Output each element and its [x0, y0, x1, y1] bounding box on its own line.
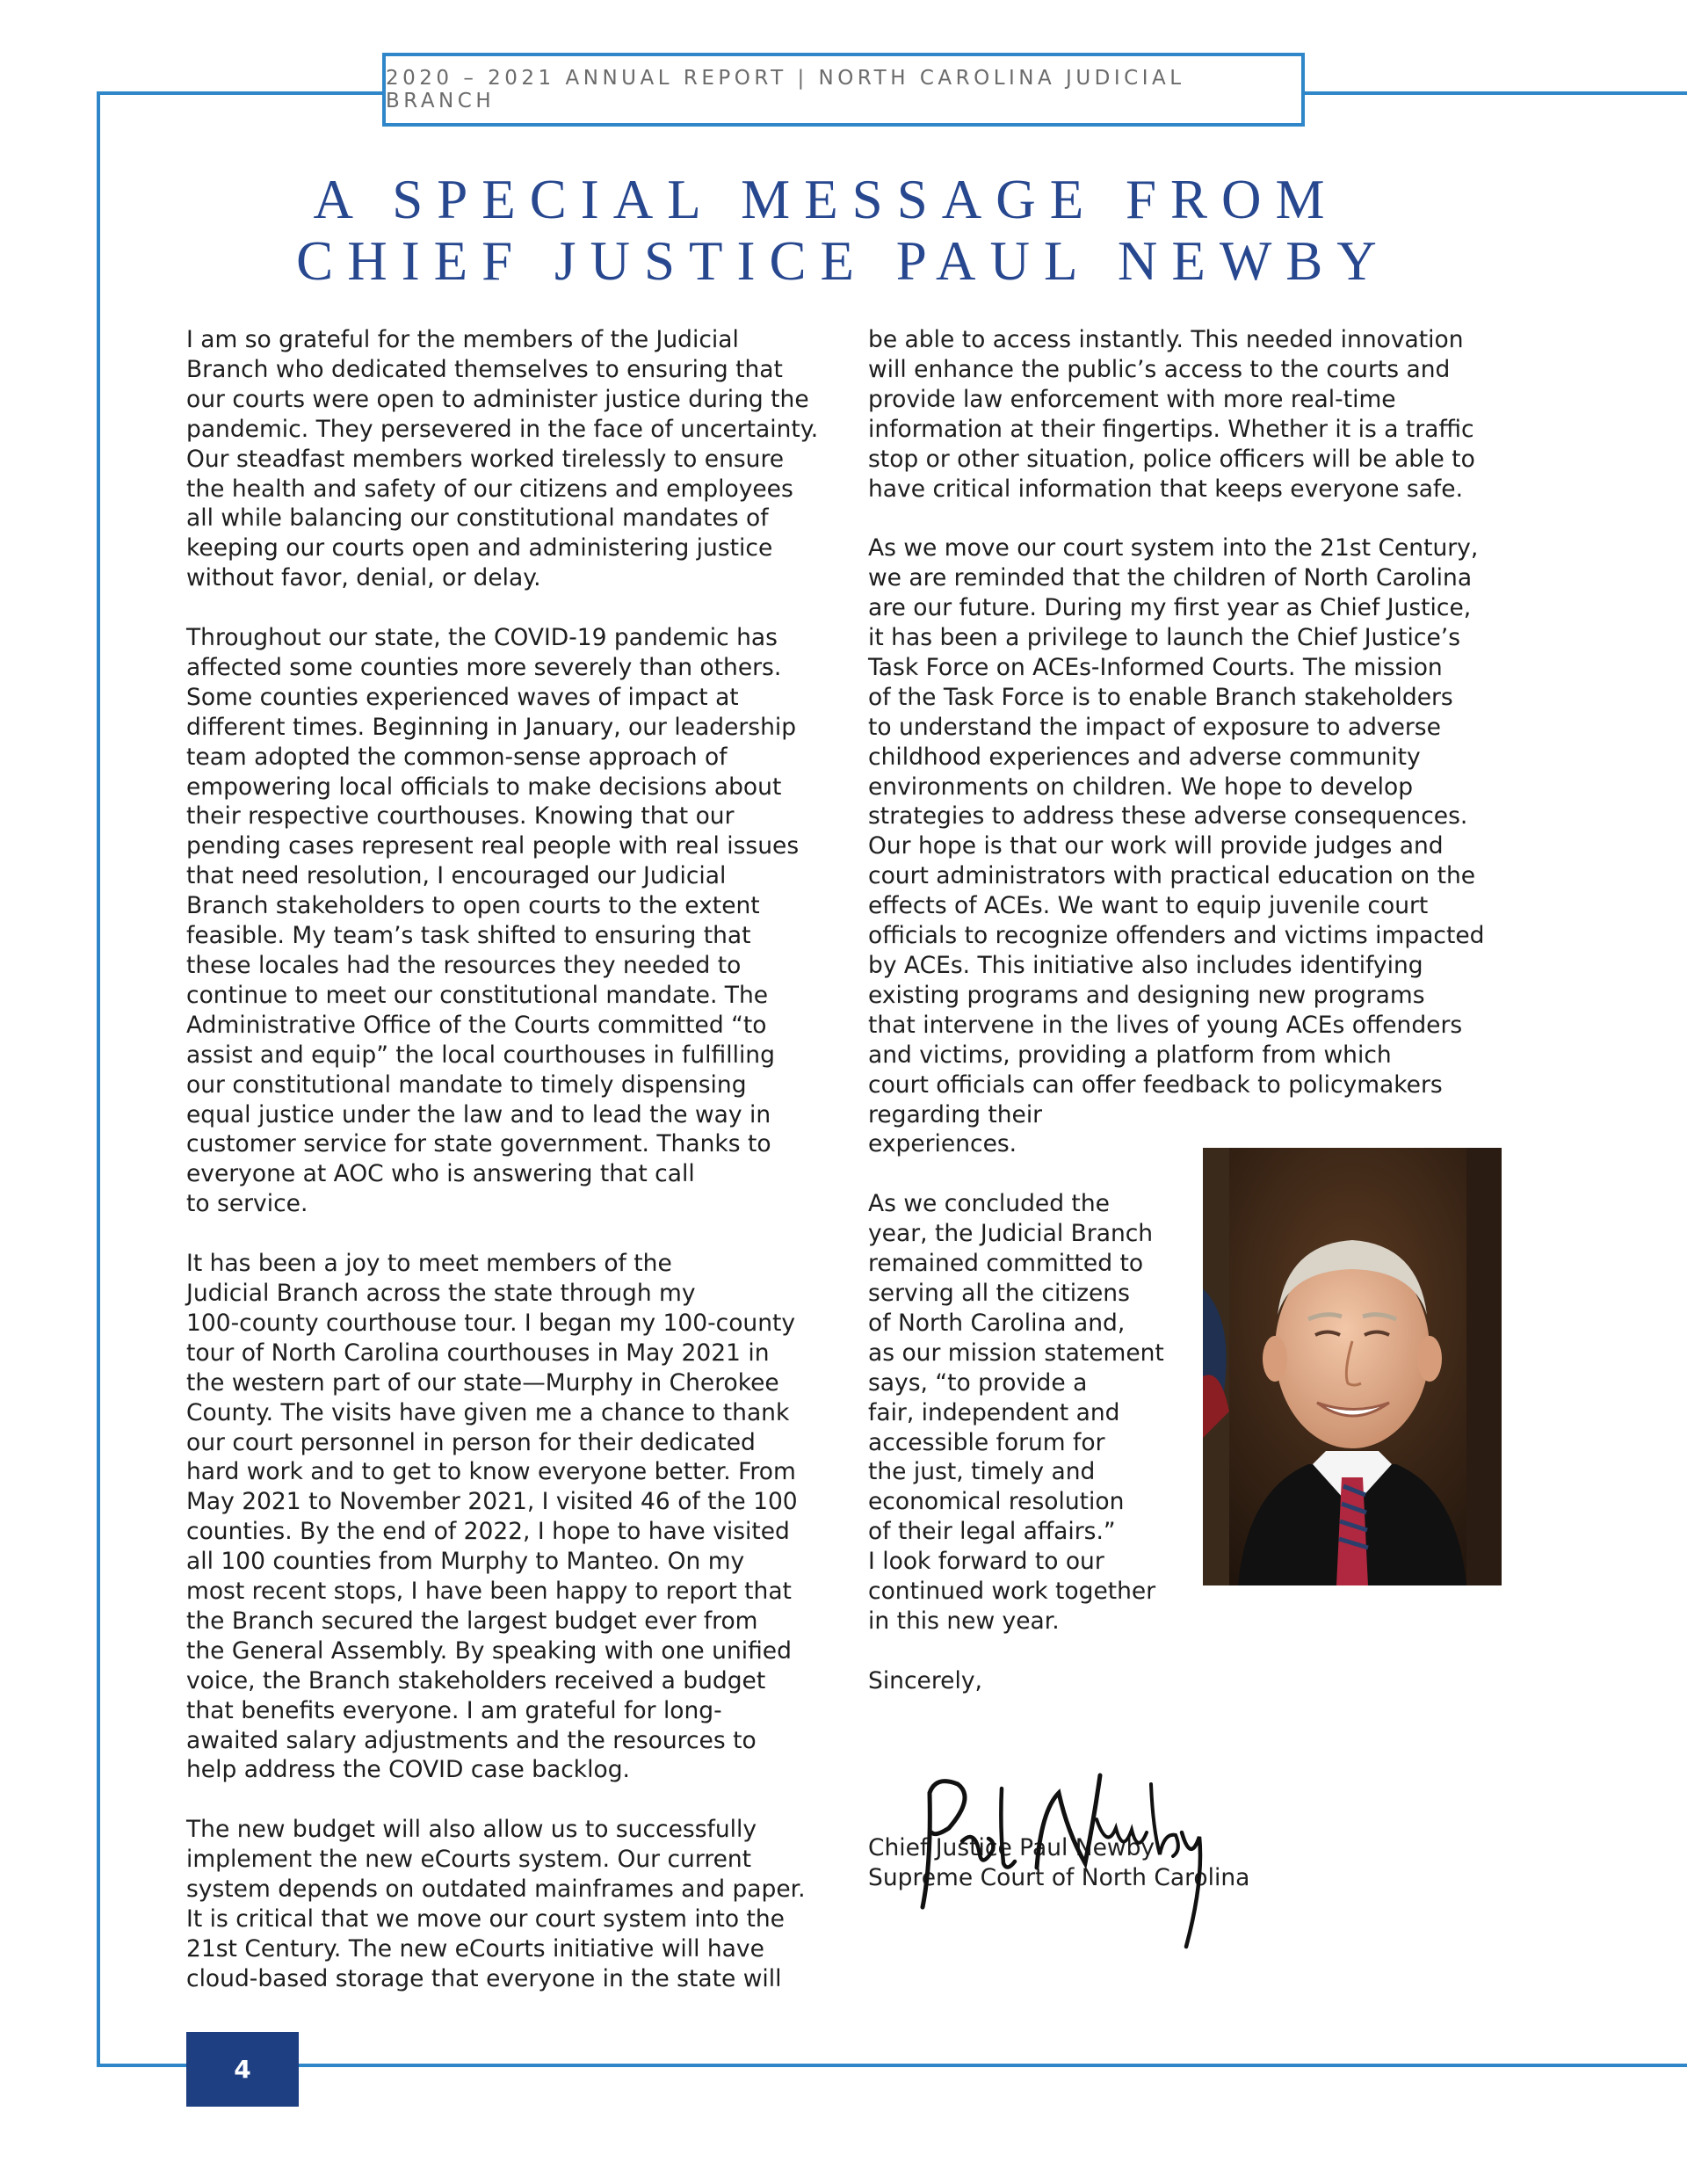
- text-line: assist and equip” the local courthouses in fulfilling: [186, 1041, 775, 1069]
- text-line: of their legal affairs.”: [868, 1518, 1116, 1546]
- text-line: different times. Beginning in January, our leadership: [186, 713, 797, 741]
- text-line: accessible forum for: [868, 1428, 1105, 1456]
- paragraph: [186, 623, 828, 1219]
- text-line: will enhance the public’s access to the courts and: [868, 355, 1451, 383]
- report-header-text: 2020 – 2021 ANNUAL REPORT | NORTH CAROLINA JUDICIAL BRANCH: [386, 67, 1185, 112]
- text-line: County. The visits have given me a chance to thank: [186, 1398, 790, 1426]
- paragraph: [186, 325, 828, 593]
- text-line: the General Assembly. By speaking with one unified: [186, 1636, 792, 1665]
- text-line: these locales had the resources they needed to: [186, 952, 742, 980]
- text-line: their respective courthouses. Knowing that our: [186, 802, 735, 831]
- title-line-2: CHIEF JUSTICE PAUL NEWBY: [296, 230, 1391, 292]
- text-line: May 2021 to November 2021, I visited 46 of the 100: [186, 1488, 798, 1516]
- text-line: cloud-based storage that everyone in the state will: [186, 1964, 782, 1992]
- text-line: childhood experiences and adverse community: [868, 743, 1421, 771]
- paragraph: [868, 533, 1501, 1159]
- closing-text: Sincerely,: [868, 1666, 982, 1694]
- text-line: that benefits everyone. I am grateful for long-: [186, 1696, 722, 1724]
- text-line: counties. By the end of 2022, I hope to have visited: [186, 1518, 790, 1546]
- text-line: in this new year.: [868, 1607, 1060, 1635]
- text-line: implement the new eCourts system. Our current: [186, 1846, 752, 1874]
- text-line: year, the Judicial Branch: [868, 1220, 1154, 1248]
- text-line: help address the COVID case backlog.: [186, 1756, 630, 1784]
- text-line: voice, the Branch stakeholders received a budget: [186, 1666, 766, 1694]
- signer-title: Supreme Court of North Carolina: [868, 1863, 1250, 1891]
- text-line: court officials can offer feedback to policymakers: [868, 1070, 1443, 1099]
- text-line: we are reminded that the children of North Carolina: [868, 564, 1473, 592]
- text-line: customer service for state government. Thanks to: [186, 1130, 771, 1158]
- text-line: Branch stakeholders to open courts to the extent: [186, 892, 760, 920]
- text-line: tour of North Carolina courthouses in May 2021 in: [186, 1339, 770, 1367]
- text-line: As we concluded the: [868, 1190, 1110, 1218]
- text-line: to understand the impact of exposure to adverse: [868, 713, 1441, 741]
- chief-justice-portrait: [1203, 1148, 1502, 1585]
- portrait-illustration: [1203, 1148, 1502, 1585]
- text-line: have critical information that keeps everyone safe.: [868, 475, 1463, 503]
- text-line: our court personnel in person for their dedicated: [186, 1428, 756, 1456]
- text-line: officials to recognize offenders and victims impacted: [868, 922, 1485, 950]
- report-header-box: [382, 53, 1305, 127]
- text-line: and victims, providing a platform from which: [868, 1041, 1392, 1069]
- text-line: are our future. During my first year as Chief Justice,: [868, 594, 1472, 622]
- text-line: Task Force on ACEs-Informed Courts. The mission: [868, 653, 1443, 681]
- text-line: existing programs and designing new programs: [868, 981, 1425, 1009]
- text-line: pandemic. They persevered in the face of uncertainty.: [186, 415, 819, 443]
- title-line-1: A SPECIAL MESSAGE FROM: [313, 169, 1339, 230]
- text-line: Throughout our state, the COVID-19 pandemic has: [186, 624, 778, 652]
- paragraph: [186, 1815, 828, 1993]
- text-line: I am so grateful for the members of the Judicial: [186, 326, 739, 353]
- page-number-box: [186, 2032, 299, 2107]
- text-line: most recent stops, I have been happy to report that: [186, 1578, 792, 1606]
- text-line: feasible. My team’s task shifted to ensuring that: [186, 922, 751, 950]
- text-line: serving all the citizens: [868, 1279, 1130, 1307]
- text-line: It has been a joy to meet members of the: [186, 1250, 672, 1278]
- text-line: without favor, denial, or delay.: [186, 564, 541, 592]
- right-column: [868, 325, 1501, 1892]
- left-column: [186, 325, 828, 2024]
- text-line: all while balancing our constitutional mandates of: [186, 504, 769, 533]
- text-line: it has been a privilege to launch the Chief Justice’s: [868, 624, 1461, 652]
- text-line: the just, timely and: [868, 1458, 1096, 1486]
- text-line: our constitutional mandate to timely dispensing: [186, 1070, 747, 1099]
- paragraph: [868, 325, 1501, 504]
- text-line: information at their fingertips. Whether it is a traffic: [868, 415, 1474, 443]
- text-line: economical resolution: [868, 1488, 1125, 1516]
- text-line: Our hope is that our work will provide judges and: [868, 832, 1444, 860]
- signature-drawing: [896, 1758, 1283, 1960]
- text-line: of North Carolina and,: [868, 1309, 1126, 1337]
- text-line: 21st Century. The new eCourts initiative will have: [186, 1934, 764, 1963]
- text-line: stop or other situation, police officers will be able to: [868, 445, 1475, 473]
- page-number: 4: [234, 2055, 251, 2084]
- text-line: the Branch secured the largest budget ever from: [186, 1607, 758, 1635]
- text-line: everyone at AOC who is answering that call: [186, 1160, 695, 1188]
- text-line: awaited salary adjustments and the resources to: [186, 1726, 757, 1754]
- text-line: hard work and to get to know everyone better. From: [186, 1458, 796, 1486]
- frame-left-rule: [97, 91, 100, 2067]
- text-line: that need resolution, I encouraged our Judicial: [186, 862, 727, 890]
- text-line: empowering local officials to make decisions about: [186, 773, 782, 801]
- text-line: continued work together: [868, 1578, 1156, 1606]
- text-line: equal justice under the law and to lead the way in: [186, 1100, 771, 1128]
- text-line: all 100 counties from Murphy to Manteo. On my: [186, 1548, 745, 1576]
- text-line: 100-county courthouse tour. I began my 100-county: [186, 1309, 796, 1337]
- text-line: by ACEs. This initiative also includes identifying: [868, 952, 1423, 980]
- text-line: as our mission statement: [868, 1339, 1164, 1367]
- text-line: says, “to provide a: [868, 1368, 1088, 1397]
- text-line: of the Task Force is to enable Branch stakeholders: [868, 683, 1453, 711]
- signer-name: Chief Justice Paul Newby: [868, 1833, 1155, 1861]
- text-line: The new budget will also allow us to successfully: [186, 1816, 757, 1844]
- text-line: environments on children. We hope to develop: [868, 773, 1414, 801]
- text-line: pending cases represent real people with real issues: [186, 832, 800, 860]
- frame-bottom-rule: [97, 2064, 1687, 2067]
- text-line: Branch who dedicated themselves to ensuring that: [186, 355, 783, 383]
- text-line: continue to meet our constitutional mandate. The: [186, 981, 769, 1009]
- text-line: Administrative Office of the Courts committed “to: [186, 1011, 767, 1039]
- text-line: strategies to address these adverse consequences.: [868, 802, 1468, 831]
- text-line: Our steadfast members worked tirelessly to ensure: [186, 445, 785, 473]
- text-line: be able to access instantly. This needed innovation: [868, 326, 1464, 353]
- text-line: to service.: [186, 1190, 308, 1218]
- text-line: experiences.: [868, 1130, 1017, 1158]
- text-line: It is critical that we move our court system into the: [186, 1905, 785, 1933]
- text-line: fair, independent and: [868, 1398, 1120, 1426]
- text-line: team adopted the common-sense approach of: [186, 743, 728, 771]
- paragraph: [868, 1666, 1501, 1696]
- text-line: the health and safety of our citizens and employees: [186, 475, 793, 503]
- text-line: effects of ACEs. We want to equip juvenile court: [868, 892, 1429, 920]
- text-line: the western part of our state—Murphy in Cherokee: [186, 1368, 779, 1397]
- text-line: that intervene in the lives of young ACEs offenders: [868, 1011, 1463, 1039]
- text-line: system depends on outdated mainframes and paper.: [186, 1876, 806, 1904]
- text-line: I look forward to our: [868, 1548, 1104, 1576]
- handwritten-signature: [896, 1758, 1283, 1960]
- text-line: keeping our courts open and administering justice: [186, 534, 773, 562]
- text-line: Some counties experienced waves of impact at: [186, 683, 739, 711]
- text-line: remained committed to: [868, 1250, 1144, 1278]
- text-line: As we move our court system into the 21st Century,: [868, 534, 1479, 562]
- text-line: affected some counties more severely than others.: [186, 653, 782, 681]
- paragraph: [186, 1249, 828, 1785]
- text-line: our courts were open to administer justice during the: [186, 385, 809, 413]
- page-title: [0, 169, 1687, 295]
- text-line: regarding their: [868, 1100, 1043, 1128]
- text-line: Judicial Branch across the state through my: [186, 1279, 696, 1307]
- text-line: court administrators with practical education on the: [868, 862, 1476, 890]
- text-line: provide law enforcement with more real-time: [868, 385, 1396, 413]
